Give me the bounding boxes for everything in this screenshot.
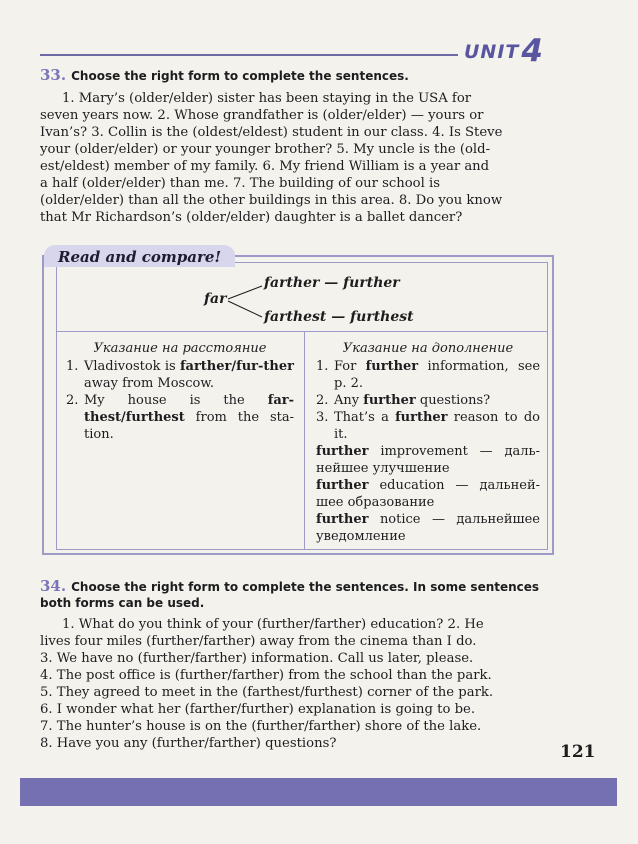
- root-word-far: far: [204, 291, 227, 307]
- header-rule: [40, 54, 458, 56]
- page-number: 121: [560, 742, 596, 762]
- unit-word: UNIT: [464, 41, 520, 63]
- exercise-33-heading: [40, 67, 560, 84]
- footer-band: [20, 778, 617, 806]
- unit-number: 4: [521, 33, 544, 69]
- exercise-33-text: [40, 90, 550, 226]
- branch-line-top: [228, 286, 262, 299]
- exercise-33-line: est/eldest) member of my family. 6. My friend William is a year and: [40, 159, 490, 174]
- exercise-33-number: 33.: [40, 66, 67, 84]
- left-example-item: 2. My house is the far-thest/furthest from the sta-tion.: [66, 393, 294, 442]
- exercise-34-line: 7. The hunter’s house is on the (further/farther) shore of the lake.: [40, 719, 482, 734]
- exercise-33-line: a half (older/elder) than me. 7. The building of our school is: [40, 176, 441, 191]
- compare-title: Read and compare!: [44, 245, 235, 267]
- right-example-item: 3. That’s a further reason to do it.: [316, 410, 540, 442]
- right-example-item: 2. Any further questions?: [316, 393, 491, 408]
- exercise-34-line: 6. I wonder what her (farther/further) explanation is going to be.: [40, 702, 476, 717]
- exercise-34-line: lives four miles (further/farther) away from the cinema than I do.: [40, 634, 477, 649]
- exercise-34-instruction: Choose the right form to complete the sentences. In some sentences both forms can be used.: [40, 580, 540, 610]
- exercise-34-number: 34.: [40, 577, 67, 595]
- branch-line-bottom: [228, 301, 262, 317]
- exercise-34-line: 8. Have you any (further/farther) questions?: [40, 736, 337, 751]
- collocation-example: further education — дальней-шее образование: [316, 478, 540, 510]
- exercise-34-line: 1. What do you think of your (further/farther) education? 2. He: [62, 617, 484, 632]
- exercise-33-line: that Mr Richardson’s (older/elder) daughter is a ballet dancer?: [40, 210, 463, 225]
- exercise-33-line: (older/elder) than all the other buildings in this area. 8. Do you know: [40, 193, 503, 208]
- exercise-34-line: 3. We have no (further/farther) information. Call us later, please.: [40, 651, 474, 666]
- compare-left-column: [66, 340, 294, 443]
- exercise-34-heading: [40, 578, 552, 611]
- compare-divider-horizontal: [56, 331, 548, 332]
- right-column-title: Указание на дополнение: [342, 341, 514, 356]
- superlative-forms: farthest — furthest: [264, 309, 414, 325]
- collocation-example: further notice — дальнейшее уведомление: [316, 512, 540, 544]
- compare-divider-vertical: [304, 331, 305, 550]
- collocation-example: further improvement — даль-нейшее улучшение: [316, 444, 540, 476]
- unit-logo: [464, 33, 544, 69]
- exercise-33-line: 1. Mary’s (older/elder) sister has been staying in the USA for: [62, 91, 472, 106]
- left-example-item: 1. Vladivostok is farther/fur-ther away from Moscow.: [66, 359, 294, 391]
- exercise-34-line: 5. They agreed to meet in the (farthest/furthest) corner of the park.: [40, 685, 494, 700]
- left-column-title: Указание на расстояние: [93, 341, 267, 356]
- right-example-item: 1. For further information, see p. 2.: [316, 359, 541, 391]
- comparative-forms: farther — further: [264, 275, 400, 291]
- exercise-34-text: [40, 616, 552, 752]
- exercise-33-line: your (older/elder) or your younger brother? 5. My uncle is the (old-: [40, 142, 491, 157]
- branch-lines: [226, 284, 266, 324]
- exercise-33-instruction: Choose the right form to complete the sentences.: [71, 69, 409, 83]
- compare-right-column: [316, 340, 540, 545]
- exercise-33-line: Ivan’s? 3. Collin is the (oldest/eldest) student in our class. 4. Is Steve: [40, 125, 503, 140]
- exercise-33-line: seven years now. 2. Whose grandfather is (older/elder) — yours or: [40, 108, 484, 123]
- exercise-34-line: 4. The post office is (further/farther) from the school than the park.: [40, 668, 492, 683]
